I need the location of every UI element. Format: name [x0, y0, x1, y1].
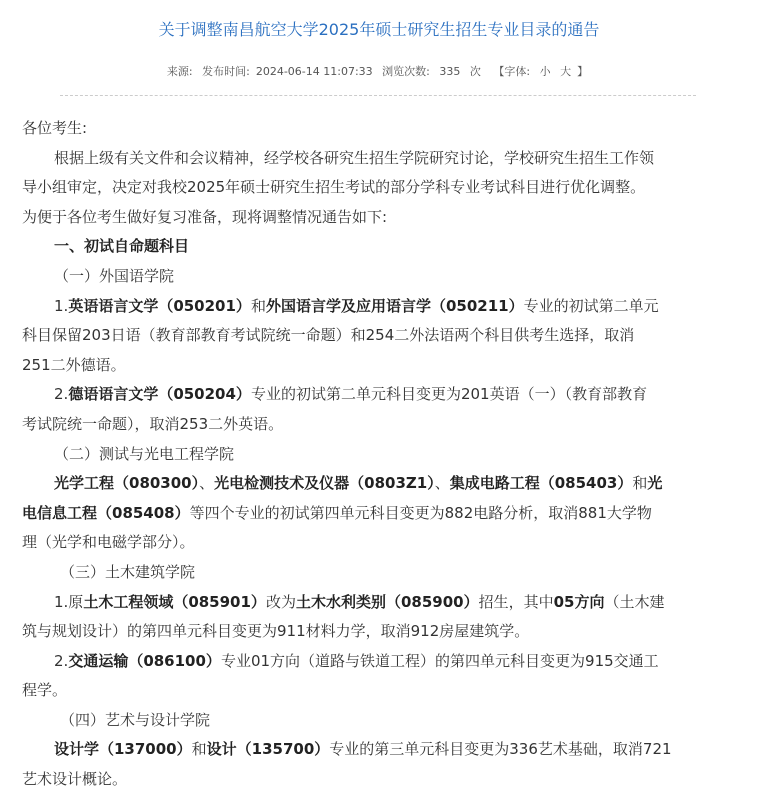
section-heading-text: 一、初试自命题科目: [54, 237, 190, 256]
paragraph-text: 251二外德语。: [22, 355, 126, 374]
views-label: 浏览次数:: [382, 65, 430, 78]
font-large-button[interactable]: 大: [560, 65, 572, 78]
major-name: 光电检测技术及仪器（0803Z1）: [214, 474, 435, 493]
paragraph-text: 为便于各位考生做好复习准备，现将调整情况通告如下:: [22, 207, 388, 226]
paragraph-line: [22, 292, 722, 322]
paragraph-text: 招生，其中: [478, 592, 554, 611]
salutation: [22, 114, 722, 144]
paragraph-line: [22, 410, 722, 440]
subsection-heading-text: （一）外国语学院: [54, 266, 175, 285]
publish-time: 2024-06-14 11:07:33: [255, 65, 373, 78]
source-label: 来源:: [166, 65, 193, 78]
paragraph-text: 、: [199, 474, 215, 493]
major-name: 土木工程领域（085901）: [83, 592, 266, 611]
views-count: 335: [439, 65, 461, 78]
paragraph-text: 根据上级有关文件和会议精神，经学校各研究生招生学院研究讨论，学校研究生招生工作领: [54, 148, 655, 167]
paragraph-line: [22, 351, 722, 381]
item-number: 1.原: [54, 592, 84, 611]
paragraph-text: 科目保留203日语（教育部教育考试院统一命题）和254二外法语两个科目供考生选择，取消: [22, 326, 635, 345]
major-name: 设计学（137000）: [54, 740, 192, 759]
article-body: [22, 114, 722, 795]
paragraph-line: [22, 469, 722, 499]
paragraph-line: [22, 735, 722, 765]
paragraph-text: 理（光学和电磁学部分）。: [22, 533, 195, 552]
subsection-heading-text: （四）艺术与设计学院: [60, 710, 211, 729]
article-meta: [0, 64, 758, 80]
item-number: 1.: [54, 296, 69, 315]
font-size-prefix: 【字体:: [493, 65, 531, 78]
subsection-heading: [22, 558, 722, 588]
major-name: 外国语言学及应用语言学（050211）: [265, 296, 524, 315]
paragraph-text: 和: [250, 296, 266, 315]
item-number: 2.: [54, 385, 69, 404]
paragraph-text: 程学。: [22, 681, 68, 700]
major-name: 德语语言文学（050204）: [68, 385, 251, 404]
paragraph-text: 专业的第三单元科目变更为336艺术基础，取消721: [329, 740, 672, 759]
paragraph-line: [22, 203, 722, 233]
paragraph-line: [22, 144, 722, 174]
major-name: 交通运输（086100）: [68, 651, 221, 670]
major-name: 设计（135700）: [206, 740, 330, 759]
paragraph-line: [22, 380, 722, 410]
paragraph-text: 和: [191, 740, 207, 759]
paragraph-text: 专业的初试第二单元科目变更为201英语（一）（教育部教育: [250, 385, 648, 404]
paragraph-line: [22, 499, 722, 529]
subsection-heading-text: （二）测试与光电工程学院: [54, 444, 235, 463]
article-title: 关于调整南昌航空大学2025年硕士研究生招生专业目录的通告: [158, 20, 600, 39]
paragraph-line: [22, 617, 722, 647]
paragraph-line: [22, 528, 722, 558]
paragraph-line: [22, 321, 722, 351]
publish-time-label: 发布时间:: [202, 65, 250, 78]
subsection-heading-text: （三）土木建筑学院: [60, 562, 196, 581]
paragraph-text: 、: [434, 474, 450, 493]
section-heading: [22, 232, 722, 262]
paragraph-line: [22, 765, 722, 795]
paragraph-text: 考试院统一命题），取消253二外英语。: [22, 414, 284, 433]
major-name: 土木水利类别（085900）: [295, 592, 479, 611]
subsection-heading: [22, 440, 722, 470]
header-divider: [60, 95, 696, 96]
paragraph-text: 和: [632, 474, 648, 493]
paragraph-text: 专业的初试第二单元: [523, 296, 659, 315]
major-name: 英语语言文学（050201）: [68, 296, 251, 315]
paragraph-line: [22, 173, 722, 203]
major-name: 光学工程（080300）: [54, 474, 200, 493]
paragraph-text: 艺术设计概论。: [22, 770, 128, 789]
font-size-suffix: 】: [577, 65, 589, 78]
item-number: 2.: [54, 651, 69, 670]
major-name: 光: [647, 474, 663, 493]
paragraph-line: [22, 676, 722, 706]
paragraph-text: 等四个专业的初试第四单元科目变更为882电路分析，取消881大学物: [189, 503, 652, 522]
major-name: 电信息工程（085408）: [22, 503, 190, 522]
subsection-heading: [22, 262, 722, 292]
paragraph-line: [22, 588, 722, 618]
paragraph-text: （土木建: [604, 592, 665, 611]
salutation-text: 各位考生:: [22, 119, 88, 137]
paragraph-text: 改为: [265, 592, 296, 611]
paragraph-text: 专业01方向（道路与铁道工程）的第四单元科目变更为915交通工: [220, 651, 659, 670]
direction-name: 05方向: [553, 592, 605, 611]
font-size-control: [490, 65, 591, 78]
font-small-button[interactable]: 小: [539, 65, 551, 78]
major-name: 集成电路工程（085403）: [449, 474, 633, 493]
paragraph-text: 导小组审定，决定对我校2025年硕士研究生招生考试的部分学科专业考试科目进行优化调整。: [22, 178, 646, 197]
views-unit: 次: [469, 65, 481, 78]
subsection-heading: [22, 706, 722, 736]
paragraph-text: 筑与规划设计）的第四单元科目变更为911材料力学，取消912房屋建筑学。: [22, 622, 530, 641]
paragraph-line: [22, 647, 722, 677]
